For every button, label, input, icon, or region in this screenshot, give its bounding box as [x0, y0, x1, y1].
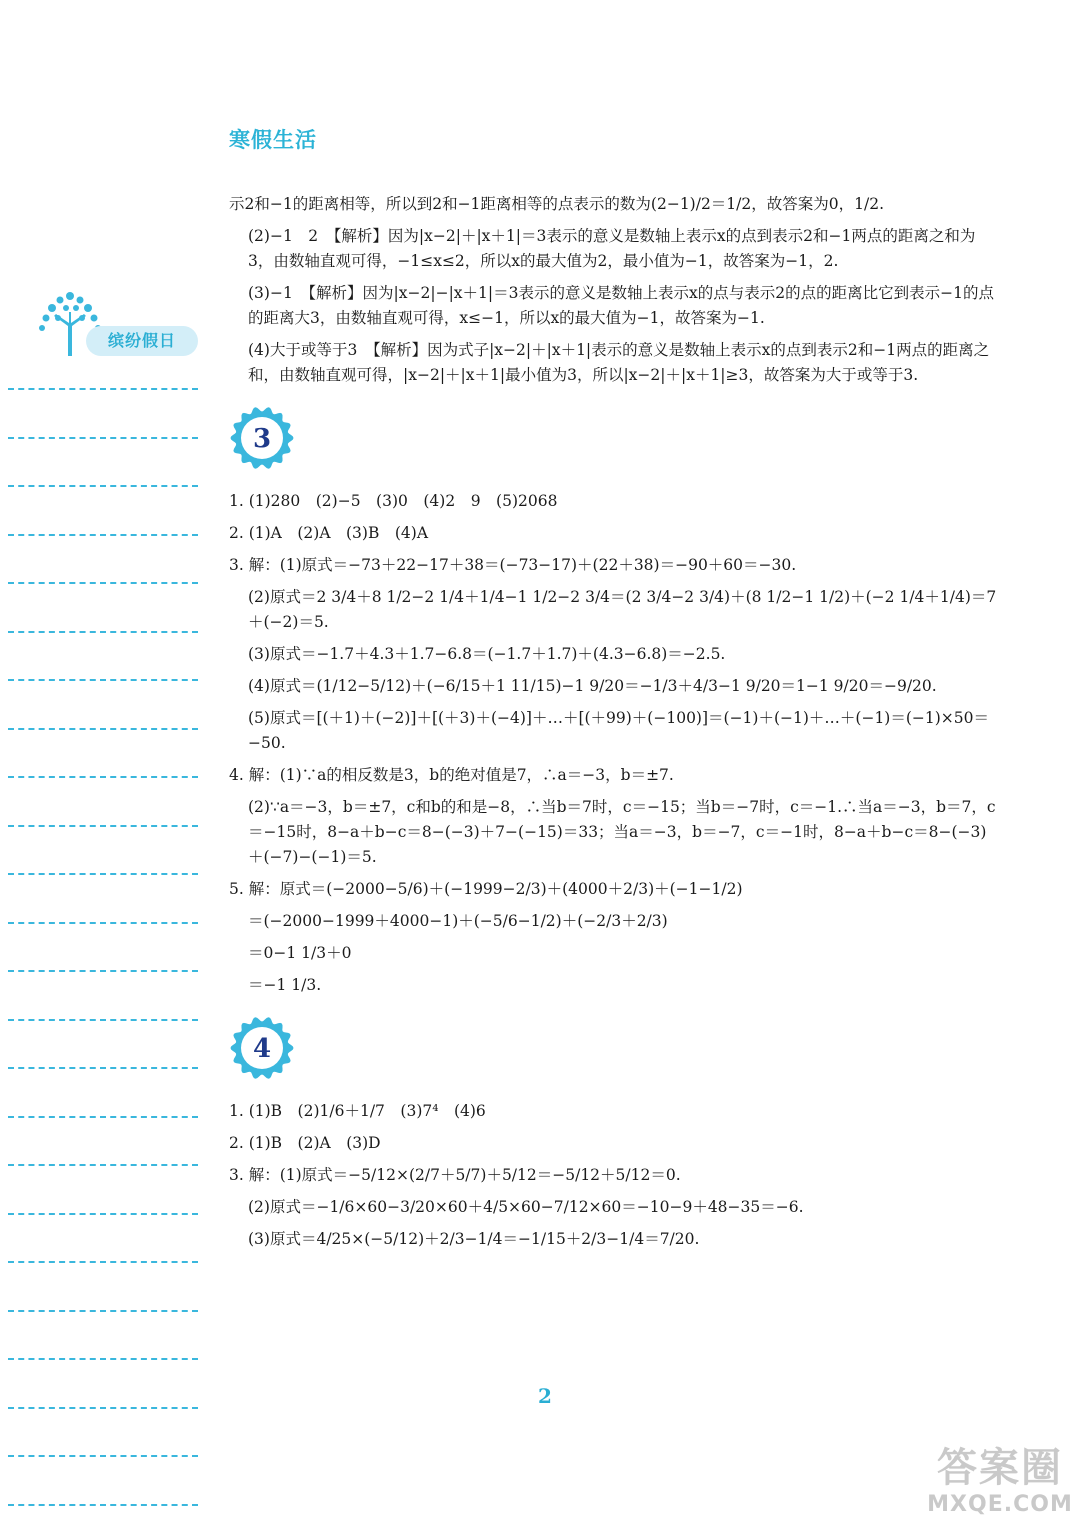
watermark-logo: [920, 1444, 1080, 1530]
answer-line: ＝0−1 1/3＋0: [248, 944, 352, 962]
note-line: [8, 1504, 198, 1506]
section-number: 4: [252, 1034, 272, 1064]
answer-line: (4)大于或等于3 【解析】因为式子|x−2|＋|x＋1|表示的意义是数轴上表示x的点到表示2和−1两点的距离之和，由数轴直观可得，|x−2|＋|x＋1|最小值为3，所以|x−2|＋|x＋1|≥3，故答案为大于或等于3.: [248, 341, 990, 384]
answer-line: 2. (1)B (2)A (3)D: [229, 1134, 381, 1152]
answer-line: ＝(−2000−1999＋4000−1)＋(−5/6−1/2)＋(−2/3＋2/3): [248, 912, 668, 930]
answer-line: 3. 解：(1)原式＝−73＋22−17＋38＝(−73−17)＋(22＋38)＝−90＋60＝−30.: [229, 556, 797, 574]
note-line: [8, 1019, 198, 1021]
note-line: [8, 631, 198, 633]
watermark-url: MXQE.COM: [927, 1492, 1073, 1517]
note-line: [8, 1261, 198, 1263]
answer-line: 2. (1)A (2)A (3)B (4)A: [229, 524, 429, 542]
answer-content: [229, 192, 999, 1259]
note-line: [8, 922, 198, 924]
answer-line: 1. (1)280 (2)−5 (3)0 (4)2 9 (5)2068: [229, 492, 558, 510]
answer-line: (3)原式＝4/25×(−5/12)＋2/3−1/4＝−1/15＋2/3−1/4＝7/20.: [248, 1230, 700, 1248]
note-line: [8, 825, 198, 827]
note-line: [8, 1455, 198, 1457]
sidebar-notes: [0, 0, 210, 1536]
note-line: [8, 582, 198, 584]
answer-line: 示2和−1的距离相等，所以到2和−1距离相等的点表示的数为(2−1)/2＝1/2，故答案为0，1/2.: [229, 195, 884, 213]
answer-line: (3)−1 【解析】因为|x−2|−|x＋1|＝3表示的意义是数轴上表示x的点与表示2的点的距离比它到表示−1的点的距离大3，由数轴直观可得，x≤−1，所以x的最大值为−1，故答案为−1.: [248, 284, 994, 327]
answer-line: 1. (1)B (2)1/6＋1/7 (3)7⁴ (4)6: [229, 1102, 486, 1120]
note-line: [8, 776, 198, 778]
page-header-title: 寒假生活: [229, 128, 317, 152]
note-line: [8, 1164, 198, 1166]
sidebar-badge: 缤纷假日: [86, 326, 198, 356]
section-number: 3: [252, 424, 272, 454]
answer-line: (2)−1 2 【解析】因为|x−2|＋|x＋1|＝3表示的意义是数轴上表示x的点到表示2和−1两点的距离之和为3，由数轴直观可得，−1≤x≤2，所以x的最大值为2，最小值为−1，故答案为−1，2.: [248, 227, 976, 270]
note-line: [8, 1213, 198, 1215]
note-line: [8, 437, 198, 439]
sections-block: [229, 395, 999, 1252]
answer-line: (4)原式＝(1/12−5/12)＋(−6/15＋1 11/15)−1 9/20＝−1/3＋4/3−1 9/20＝1−1 9/20＝−9/20.: [248, 677, 937, 695]
note-line: [8, 873, 198, 875]
answer-line: (2)原式＝−1/6×60−3/20×60＋4/5×60−7/12×60＝−10−9＋48−35＝−6.: [248, 1198, 804, 1216]
answer-line: 5. 解：原式＝(−2000−5/6)＋(−1999−2/3)＋(4000＋2/3)＋(−1−1/2): [229, 880, 743, 898]
note-line: [8, 970, 198, 972]
answer-line: ＝−1 1/3.: [248, 976, 322, 994]
answer-line: (2)原式＝2 3/4＋8 1/2−2 1/4＋1/4−1 1/2−2 3/4＝(2 3/4−2 3/4)＋(8 1/2−1 1/2)＋(−2 1/4＋1/4)＝7＋(−2)＝5.: [248, 588, 997, 631]
answer-line: (5)原式＝[(＋1)＋(−2)]＋[(＋3)＋(−4)]＋…＋[(＋99)＋(−100)]＝(−1)＋(−1)＋…＋(−1)＝(−1)×50＝−50.: [248, 709, 990, 752]
page-number: 2: [538, 1384, 552, 1408]
note-line: [8, 1067, 198, 1069]
note-line: [8, 485, 198, 487]
answer-line: (2)∵a＝−3，b＝±7，c和b的和是−8，∴当b＝7时，c＝−15；当b＝−7时，c＝−1.∴当a＝−3，b＝7，c＝−15时，8−a＋b−c＝8−(−3)＋7−(−15)＝33；当a＝−3，b＝−7，c＝−1时，8−a＋b−c＝8−(−3)＋(−7)−(−1)＝5.: [248, 798, 996, 866]
answer-line: 3. 解：(1)原式＝−5/12×(2/7＋5/7)＋5/12＝−5/12＋5/12＝0.: [229, 1166, 681, 1184]
answer-line: 4. 解：(1)∵a的相反数是3，b的绝对值是7，∴a＝−3，b＝±7.: [229, 766, 674, 784]
answer-line: (3)原式＝−1.7＋4.3＋1.7−6.8＝(−1.7＋1.7)＋(4.3−6.8)＝−2.5.: [248, 645, 726, 663]
note-line: [8, 728, 198, 730]
watermark-main: 答案圈: [937, 1445, 1063, 1491]
note-line: [8, 388, 198, 390]
note-line: [8, 1116, 198, 1118]
intro-block: [229, 192, 999, 388]
note-line: [8, 679, 198, 681]
section-number-badge: [229, 1015, 295, 1081]
note-line: [8, 1358, 198, 1360]
note-line: [8, 1310, 198, 1312]
note-line: [8, 534, 198, 536]
section-number-badge: [229, 405, 295, 471]
